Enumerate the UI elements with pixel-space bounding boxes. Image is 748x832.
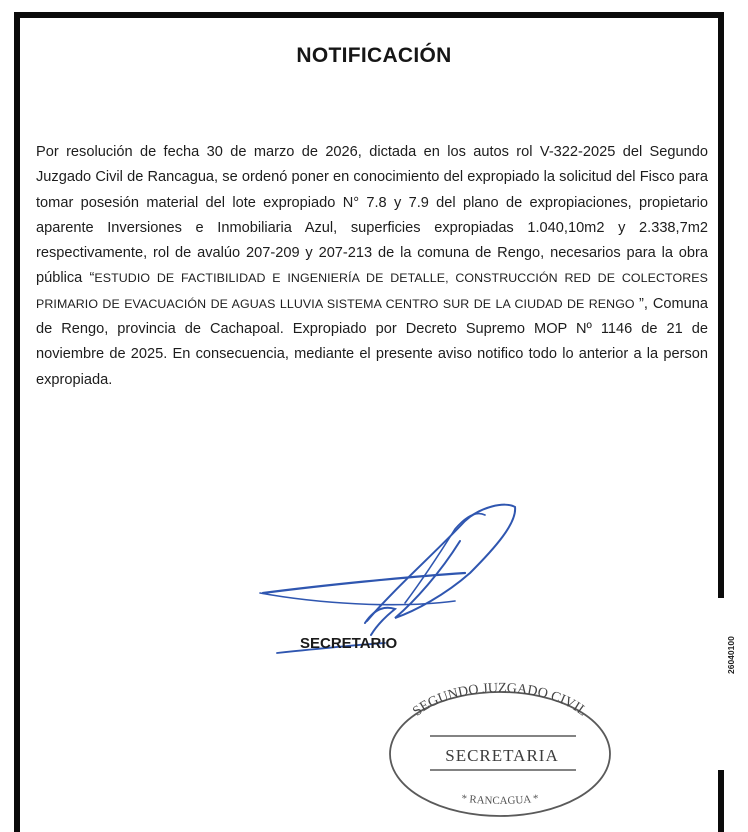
court-stamp: [380, 682, 620, 822]
frame-left-border: [14, 12, 20, 832]
signature-label: SECRETARIO: [300, 635, 398, 652]
notice-body: [36, 140, 708, 393]
document-title: NOTIFICACIÓN: [296, 44, 452, 67]
handwritten-signature: [255, 493, 545, 673]
frame-right-border: [718, 12, 724, 598]
project-name: ESTUDIO DE FACTIBILIDAD E INGENIERÍA DE DETALLE, CONSTRUCCIÓN RED DE COLECTORES PRIMARIO DE EVACUACIÓN DE AGUAS LLUVIA SISTEMA CENTRO SUR DE LA CIUDAD DE RENGO: [36, 271, 708, 311]
stamp-top-text: SEGUNDO JUZGADO CIVIL: [410, 682, 590, 720]
frame-top-border: [14, 12, 724, 18]
stamp-center-text: SECRETARIA: [445, 746, 559, 765]
frame-right-border-lower: [718, 770, 724, 832]
side-code: 26040100: [726, 636, 736, 674]
notice-body-part2: ”, Comuna de Rengo, provincia de Cachapoal. Expropiado por Decreto Supremo MOP Nº 1146 de 21 de noviembre de 2025. En consecuencia, mediante el presente aviso notifico todo lo anterior a la person expropiada.: [36, 295, 708, 388]
notice-body-part1: Por resolución de fecha 30 de marzo de 2026, dictada en los autos rol V-322-2025 del Segundo Juzgado Civil de Rancagua, se ordenó poner en conocimiento del expropiado la solicitud del Fisco para tomar posesión material del lote expropiado N° 7.8 y 7.9 del plano de expropiaciones, propietario aparente Inversiones e Inmobiliaria Azul, superficies expropiadas 1.040,10m2 y 2.338,7m2 respectivamente, rol de avalúo 207-209 y 207-213 de la comuna de Rengo, necesarios para la obra pública “: [36, 144, 708, 287]
stamp-bottom-text: * RANCAGUA *: [460, 792, 540, 808]
